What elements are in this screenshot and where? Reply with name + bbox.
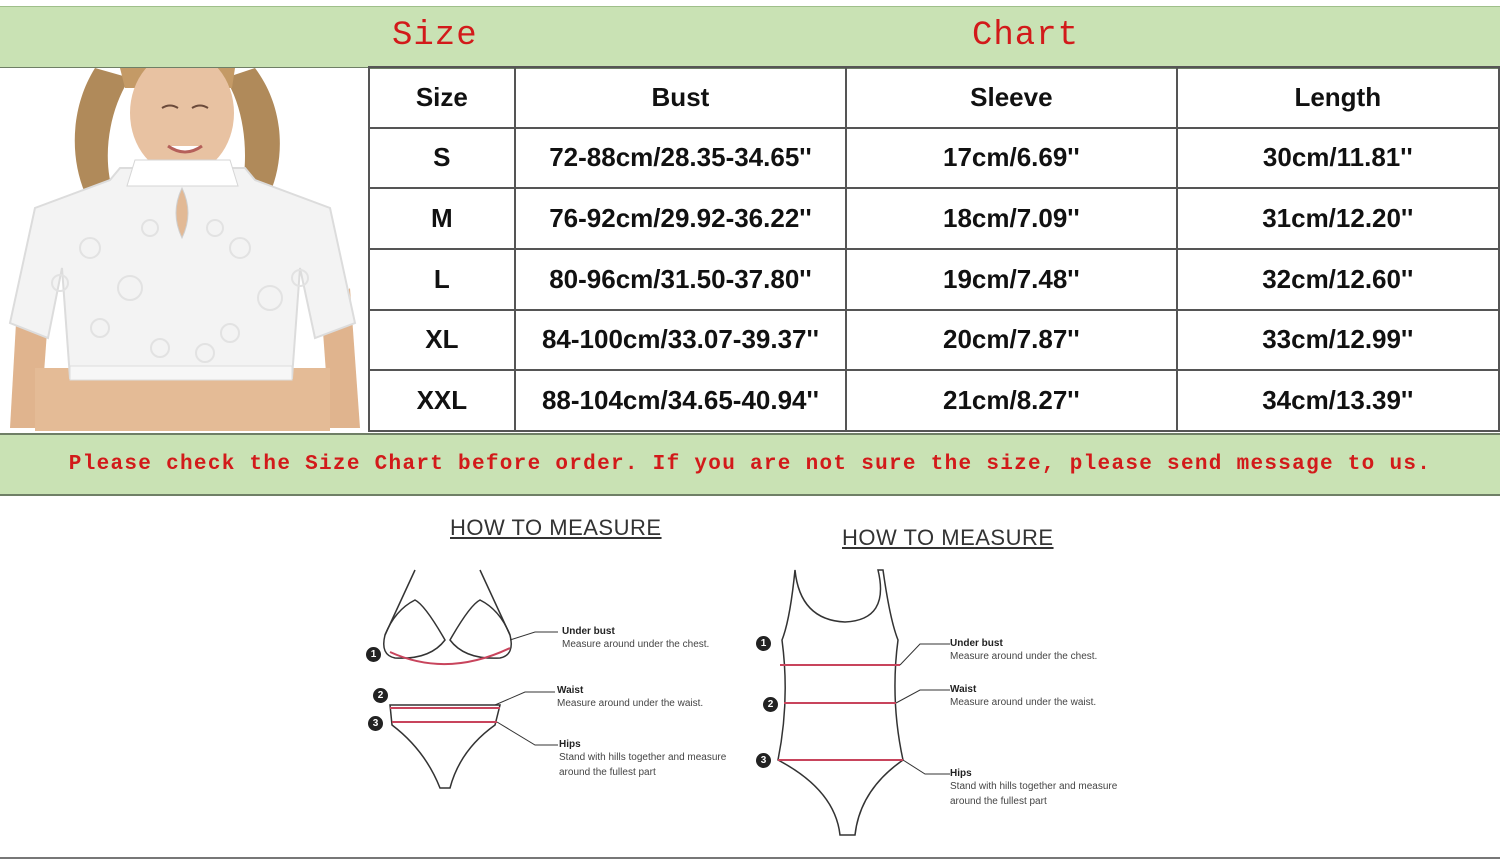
label-waist-right: Waist Measure around under the waist.: [950, 684, 1097, 708]
cell-bust: 72-88cm/28.35-34.65'': [515, 128, 846, 189]
bottom-divider: [0, 857, 1500, 859]
title-chart: Chart: [972, 17, 1080, 55]
column-header-sleeve: Sleeve: [846, 67, 1176, 128]
marker-1-left: 1: [366, 647, 381, 662]
cell-length: 32cm/12.60'': [1177, 249, 1499, 310]
table-row: [369, 128, 1499, 189]
how-to-measure-title-right: HOW TO MEASURE: [842, 525, 1054, 550]
marker-2-left: 2: [373, 688, 388, 703]
cell-size: XXL: [369, 370, 515, 431]
cell-bust: 76-92cm/29.92-36.22'': [515, 188, 846, 249]
marker-2-right: 2: [763, 697, 778, 712]
cell-size: S: [369, 128, 515, 189]
cell-sleeve: 18cm/7.09'': [846, 188, 1176, 249]
column-header-length: Length: [1177, 67, 1499, 128]
label-under-bust-right: Under bust Measure around under the chest.: [950, 638, 1098, 662]
table-row: [369, 188, 1499, 249]
cell-sleeve: 20cm/7.87'': [846, 310, 1176, 371]
cell-size: XL: [369, 310, 515, 371]
table-header-row: [369, 67, 1499, 128]
size-table: [368, 66, 1500, 432]
cell-bust: 84-100cm/33.07-39.37'': [515, 310, 846, 371]
marker-3-right: 3: [756, 753, 771, 768]
cell-sleeve: 21cm/8.27'': [846, 370, 1176, 431]
title-size: Size: [392, 17, 478, 55]
cell-bust: 80-96cm/31.50-37.80'': [515, 249, 846, 310]
notice-band: [0, 433, 1500, 496]
marker-3-left: 3: [368, 716, 383, 731]
column-header-bust: Bust: [515, 67, 846, 128]
table-row: [369, 310, 1499, 371]
table-row: [369, 370, 1499, 431]
notice-text: Please check the Size Chart before order. If you are not sure the size, please send message to us.: [68, 453, 1432, 476]
label-hips-right: Hips Stand with hills together and measure around the fullest part: [950, 768, 1118, 807]
title-band: [0, 6, 1500, 69]
cell-size: L: [369, 249, 515, 310]
column-header-size: Size: [369, 67, 515, 128]
cell-length: 33cm/12.99'': [1177, 310, 1499, 371]
cell-size: M: [369, 188, 515, 249]
cell-sleeve: 17cm/6.69'': [846, 128, 1176, 189]
cell-length: 31cm/12.20'': [1177, 188, 1499, 249]
label-hips-left: Hips Stand with hills together and measure around the fullest part: [559, 739, 727, 778]
cell-sleeve: 19cm/7.48'': [846, 249, 1176, 310]
cell-length: 34cm/13.39'': [1177, 370, 1499, 431]
cell-bust: 88-104cm/34.65-40.94'': [515, 370, 846, 431]
marker-1-right: 1: [756, 636, 771, 651]
model-photo: [0, 68, 368, 431]
how-to-measure-title-left: HOW TO MEASURE: [450, 515, 662, 540]
label-waist-left: Waist Measure around under the waist.: [557, 685, 704, 709]
cell-length: 30cm/11.81'': [1177, 128, 1499, 189]
table-row: [369, 249, 1499, 310]
label-under-bust-left: Under bust Measure around under the chest.: [562, 626, 710, 650]
